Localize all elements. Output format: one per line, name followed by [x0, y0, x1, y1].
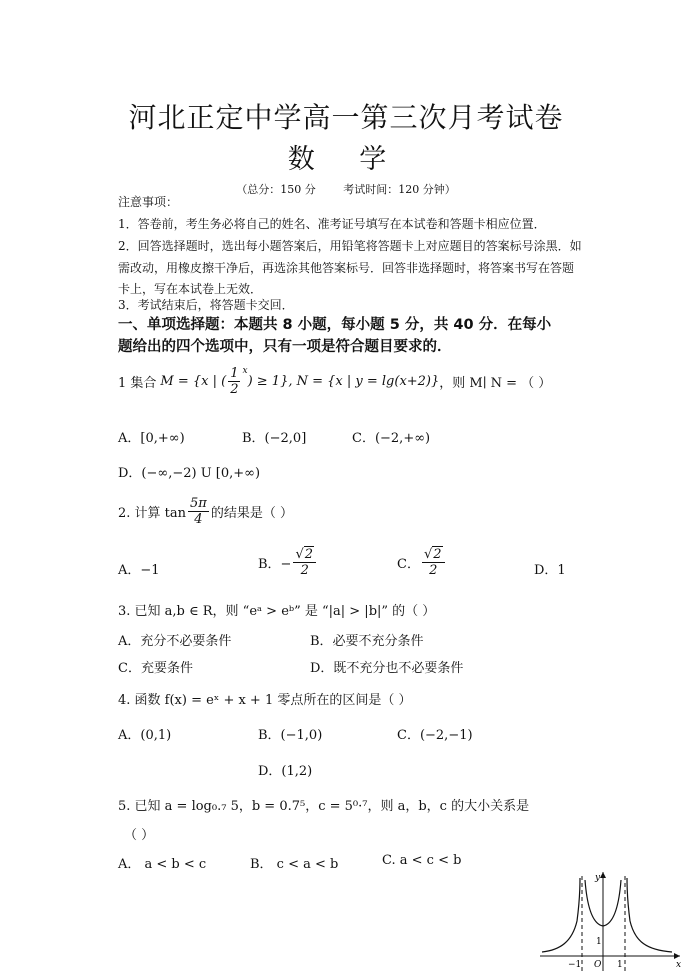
- q2-option-b: [258, 547, 318, 578]
- q2-option-b-den: 2: [300, 563, 309, 578]
- q1-prefix: 1 集合: [118, 376, 157, 391]
- tick-neg1: −1: [568, 960, 582, 970]
- note-item-3: 3．考试结束后，将答题卡交回．: [118, 298, 294, 312]
- x-label: x: [676, 960, 682, 970]
- y-tick-1: 1: [596, 937, 602, 947]
- q2-option-a: A．−1: [118, 563, 160, 578]
- q1-exponent: x: [242, 366, 248, 376]
- notes-heading: 注意事项：: [118, 195, 179, 209]
- q4-option-c: C．(−2,−1): [397, 728, 473, 743]
- q1-fraction: [228, 366, 240, 397]
- q1-option-c: C．(−2,+∞): [352, 431, 431, 446]
- y-label: y: [595, 873, 601, 883]
- q2-fraction: [188, 496, 209, 527]
- q1-option-d: D．(−∞,−2) U [0,+∞): [118, 466, 261, 481]
- curve-right: [627, 878, 672, 952]
- q2-option-c: [397, 547, 447, 578]
- function-graph-figure: [530, 866, 690, 976]
- exam-subject: 数 学: [287, 144, 405, 175]
- question-1-stem: [118, 366, 551, 397]
- exam-time: 考试时间：120 分钟）: [343, 183, 456, 196]
- section1-line1: 一、单项选择题：本题共 8 小题，每小题 5 分，共 40 分．在每小: [118, 317, 552, 333]
- q4-option-b: B．(−1,0): [258, 728, 323, 743]
- question-4-stem: 4. 函数 f(x) = eˣ + x + 1 零点所在的区间是（ ）: [118, 693, 412, 708]
- question-3-stem: 3. 已知 a,b ∈ R，则 “eᵃ > eᵇ” 是 “|a| > |b|” 的（ ）: [118, 604, 436, 619]
- q2-option-b-num: √2: [293, 547, 316, 563]
- q1-ask: ，则 M∣ N = （ ）: [439, 376, 552, 391]
- y-axis-arrow: [600, 872, 606, 878]
- q3-option-b: B．必要不充分条件: [310, 634, 424, 649]
- q5-option-c: C. a < c < b: [382, 853, 462, 868]
- q5-option-b: B． c < a < b: [250, 857, 339, 872]
- q2-suffix: 的结果是（ ）: [210, 506, 293, 521]
- exam-title: 河北正定中学高一第三次月考试卷: [128, 101, 564, 134]
- q3-option-c: C．充要条件: [118, 661, 193, 676]
- note-item-2-line2: 需改动，用橡皮擦干净后，再选涂其他答案标号．回答非选择题时，将答案书写在答题: [118, 261, 575, 275]
- q2-option-c-fraction: [422, 547, 445, 578]
- q2-option-c-num: √2: [422, 547, 445, 563]
- q2-prefix: 2. 计算 tan: [118, 506, 187, 521]
- note-item-2-line1: 2．回答选择题时，选出每小题答案后，用铅笔将答题卡上对应题目的答案标号涂黑．如: [118, 239, 582, 253]
- q5-option-a: A． a < b < c: [118, 857, 207, 872]
- q1-option-a: A．[0,+∞): [118, 431, 185, 446]
- q1-option-b: B．(−2,0]: [242, 431, 307, 446]
- question-5-stem: 5. 已知 a = log₀.₇ 5，b = 0.7⁵，c = 5⁰·⁷，则 a，b，c 的大小关系是: [118, 799, 530, 814]
- q2-option-c-den: 2: [429, 563, 438, 578]
- q3-option-a: A．充分不必要条件: [118, 634, 232, 649]
- q2-option-b-fraction: [293, 547, 316, 578]
- q1-frac-den: 2: [230, 382, 239, 397]
- section1-line2: 题给出的四个选项中，只有一项是符合题目要求的．: [118, 339, 452, 355]
- origin-label: O: [594, 960, 602, 970]
- exam-meta: [0, 181, 692, 197]
- q1-frac-num: 1: [230, 366, 239, 381]
- tick-1: 1: [617, 960, 623, 970]
- q1-set-m-right: ) ≥ 1}: [247, 374, 289, 389]
- total-score: （总分：150 分: [236, 183, 316, 196]
- curve-left: [542, 878, 580, 952]
- note-item-1: 1．答卷前，考生务必将自己的姓名、准考证号填写在本试卷和答题卡相应位置．: [118, 217, 546, 231]
- q1-set-n: , N = {x | y = lg(x+2)}: [288, 374, 440, 389]
- q4-option-a: A．(0,1): [118, 728, 172, 743]
- x-axis-arrow: [674, 953, 680, 959]
- q2-option-b-prefix: B．−: [258, 557, 292, 572]
- note-item-2-line3: 卡上，写在本试卷上无效．: [118, 282, 263, 296]
- q2-option-d: D．1: [534, 563, 566, 578]
- question-2-stem: [118, 496, 293, 527]
- q4-option-d: D．(1,2): [258, 764, 313, 779]
- q2-frac-num: 5π: [190, 496, 207, 511]
- q2-frac-den: 4: [194, 512, 203, 527]
- q2-option-c-prefix: C．: [397, 557, 420, 572]
- q5-paren: （ ）: [124, 828, 155, 843]
- q3-option-d: D．既不充分也不必要条件: [310, 661, 464, 676]
- q1-set-m-left: M = {x | (: [160, 374, 227, 389]
